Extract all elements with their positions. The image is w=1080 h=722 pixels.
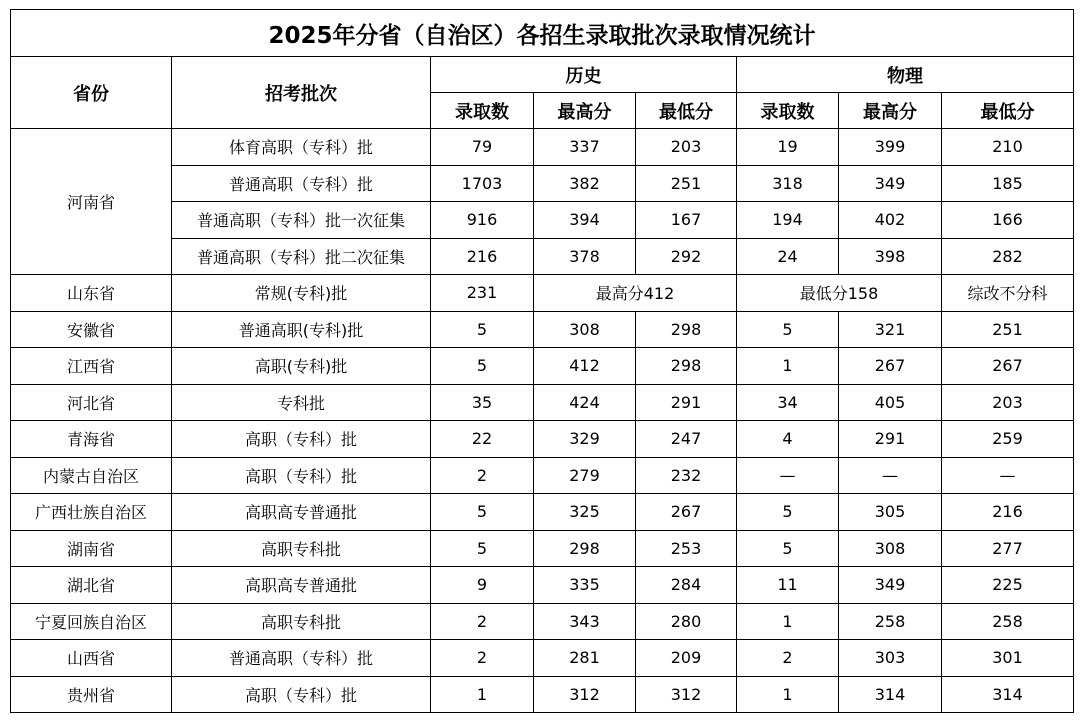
history-min-cell: 203	[636, 129, 737, 166]
physics-max-cell: 399	[839, 129, 942, 166]
physics-max-cell: 405	[839, 384, 942, 421]
physics-max-cell: 303	[839, 640, 942, 677]
history-admitted-cell: 79	[431, 129, 534, 166]
table-row	[11, 457, 1074, 494]
table-row	[11, 311, 1074, 348]
province-header: 省份	[11, 57, 172, 129]
history-max-cell: 412	[534, 348, 636, 385]
history-admitted-cell: 5	[431, 530, 534, 567]
history-max-cell: 343	[534, 603, 636, 640]
table-row	[11, 676, 1074, 713]
physics-min-cell: 216	[942, 494, 1074, 531]
physics-admitted-cell: 24	[737, 238, 839, 275]
history-max-cell: 279	[534, 457, 636, 494]
batch-cell: 高职高专普通批	[172, 567, 431, 604]
table-row	[11, 129, 1074, 166]
physics-admitted-cell: 1	[737, 348, 839, 385]
batch-cell: 普通高职(专科)批	[172, 311, 431, 348]
history-min-cell: 251	[636, 165, 737, 202]
physics-admitted-cell: 4	[737, 421, 839, 458]
physics-min-cell: 282	[942, 238, 1074, 275]
title-row	[11, 10, 1074, 57]
history-admitted-cell: 216	[431, 238, 534, 275]
history-admitted-cell: 22	[431, 421, 534, 458]
batch-cell: 高职专科批	[172, 603, 431, 640]
physics-max-header: 最高分	[839, 93, 942, 129]
physics-min-cell: 203	[942, 384, 1074, 421]
header-row-1	[11, 57, 1074, 93]
province-cell: 湖南省	[11, 530, 172, 567]
physics-max-cell: 321	[839, 311, 942, 348]
history-max-header: 最高分	[534, 93, 636, 129]
history-admitted-cell: 5	[431, 494, 534, 531]
batch-cell: 高职(专科)批	[172, 348, 431, 385]
batch-cell: 高职专科批	[172, 530, 431, 567]
province-cell: 贵州省	[11, 676, 172, 713]
physics-min-cell: 267	[942, 348, 1074, 385]
physics-max-cell: 291	[839, 421, 942, 458]
history-min-cell: 292	[636, 238, 737, 275]
physics-max-cell: 398	[839, 238, 942, 275]
province-cell: 河北省	[11, 384, 172, 421]
table-title: 2025年分省（自治区）各招生录取批次录取情况统计	[11, 10, 1074, 57]
physics-admitted-cell: 34	[737, 384, 839, 421]
physics-min-cell: 210	[942, 129, 1074, 166]
history-max-cell: 281	[534, 640, 636, 677]
table-row	[11, 275, 1074, 312]
history-min-cell: 267	[636, 494, 737, 531]
province-cell: 广西壮族自治区	[11, 494, 172, 531]
table-row	[11, 421, 1074, 458]
physics-min-header: 最低分	[942, 93, 1074, 129]
physics-admitted-cell: 19	[737, 129, 839, 166]
physics-min-cell: —	[942, 457, 1074, 494]
physics-admitted-cell: 11	[737, 567, 839, 604]
physics-min-cell: 166	[942, 202, 1074, 239]
physics-min-cell: 258	[942, 603, 1074, 640]
history-max-cell: 308	[534, 311, 636, 348]
batch-header: 招考批次	[172, 57, 431, 129]
history-min-cell: 298	[636, 348, 737, 385]
batch-cell: 高职高专普通批	[172, 494, 431, 531]
physics-min-cell: 225	[942, 567, 1074, 604]
physics-max-cell: 267	[839, 348, 942, 385]
physics-admitted-cell: 5	[737, 494, 839, 531]
shandong-max-cell: 最高分412	[534, 275, 737, 312]
province-cell: 湖北省	[11, 567, 172, 604]
history-admitted-cell: 2	[431, 457, 534, 494]
batch-cell: 高职（专科）批	[172, 421, 431, 458]
history-max-cell: 394	[534, 202, 636, 239]
province-cell: 宁夏回族自治区	[11, 603, 172, 640]
table-row	[11, 567, 1074, 604]
physics-min-cell: 277	[942, 530, 1074, 567]
history-admitted-cell: 1703	[431, 165, 534, 202]
batch-cell: 高职（专科）批	[172, 457, 431, 494]
history-admitted-header: 录取数	[431, 93, 534, 129]
history-min-header: 最低分	[636, 93, 737, 129]
physics-admitted-cell: 318	[737, 165, 839, 202]
history-admitted-cell: 35	[431, 384, 534, 421]
history-min-cell: 284	[636, 567, 737, 604]
history-admitted-cell: 1	[431, 676, 534, 713]
province-cell: 安徽省	[11, 311, 172, 348]
physics-min-cell: 251	[942, 311, 1074, 348]
history-min-cell: 247	[636, 421, 737, 458]
history-min-cell: 291	[636, 384, 737, 421]
history-max-cell: 298	[534, 530, 636, 567]
shandong-note-cell: 综改不分科	[942, 275, 1074, 312]
province-cell: 内蒙古自治区	[11, 457, 172, 494]
history-max-cell: 325	[534, 494, 636, 531]
history-min-cell: 232	[636, 457, 737, 494]
physics-min-cell: 259	[942, 421, 1074, 458]
physics-max-cell: —	[839, 457, 942, 494]
history-admitted-cell: 2	[431, 640, 534, 677]
physics-max-cell: 314	[839, 676, 942, 713]
admission-stats-table	[10, 9, 1074, 713]
shandong-min-cell: 最低分158	[737, 275, 942, 312]
table-row	[11, 384, 1074, 421]
physics-max-cell: 349	[839, 567, 942, 604]
history-max-cell: 378	[534, 238, 636, 275]
physics-max-cell: 308	[839, 530, 942, 567]
batch-cell: 普通高职（专科）批一次征集	[172, 202, 431, 239]
history-admitted-cell: 5	[431, 311, 534, 348]
physics-admitted-cell: 1	[737, 603, 839, 640]
province-cell: 山东省	[11, 275, 172, 312]
history-max-cell: 337	[534, 129, 636, 166]
table-row	[11, 348, 1074, 385]
physics-admitted-cell: —	[737, 457, 839, 494]
province-cell: 江西省	[11, 348, 172, 385]
physics-min-cell: 314	[942, 676, 1074, 713]
history-max-cell: 424	[534, 384, 636, 421]
batch-cell: 普通高职（专科）批	[172, 640, 431, 677]
physics-admitted-cell: 5	[737, 311, 839, 348]
history-max-cell: 382	[534, 165, 636, 202]
table-row	[11, 494, 1074, 531]
province-cell: 山西省	[11, 640, 172, 677]
history-admitted-cell: 5	[431, 348, 534, 385]
history-min-cell: 298	[636, 311, 737, 348]
batch-cell: 专科批	[172, 384, 431, 421]
history-min-cell: 167	[636, 202, 737, 239]
physics-max-cell: 349	[839, 165, 942, 202]
history-admitted-cell: 9	[431, 567, 534, 604]
batch-cell: 普通高职（专科）批	[172, 165, 431, 202]
history-min-cell: 312	[636, 676, 737, 713]
table-row	[11, 603, 1074, 640]
physics-admitted-cell: 194	[737, 202, 839, 239]
physics-min-cell: 301	[942, 640, 1074, 677]
physics-max-cell: 305	[839, 494, 942, 531]
physics-max-cell: 402	[839, 202, 942, 239]
physics-header: 物理	[737, 57, 1074, 93]
province-cell: 河南省	[11, 129, 172, 275]
batch-cell: 常规(专科)批	[172, 275, 431, 312]
physics-admitted-cell: 2	[737, 640, 839, 677]
history-min-cell: 209	[636, 640, 737, 677]
history-admitted-cell: 2	[431, 603, 534, 640]
history-max-cell: 335	[534, 567, 636, 604]
history-max-cell: 312	[534, 676, 636, 713]
batch-cell: 体育高职（专科）批	[172, 129, 431, 166]
physics-admitted-header: 录取数	[737, 93, 839, 129]
physics-admitted-cell: 1	[737, 676, 839, 713]
history-admitted-cell: 916	[431, 202, 534, 239]
physics-min-cell: 185	[942, 165, 1074, 202]
table-row	[11, 530, 1074, 567]
physics-admitted-cell: 5	[737, 530, 839, 567]
history-min-cell: 280	[636, 603, 737, 640]
history-max-cell: 329	[534, 421, 636, 458]
history-header: 历史	[431, 57, 737, 93]
province-cell: 青海省	[11, 421, 172, 458]
physics-max-cell: 258	[839, 603, 942, 640]
history-admitted-cell: 231	[431, 275, 534, 312]
history-min-cell: 253	[636, 530, 737, 567]
batch-cell: 高职（专科）批	[172, 676, 431, 713]
table-row	[11, 640, 1074, 677]
batch-cell: 普通高职（专科）批二次征集	[172, 238, 431, 275]
